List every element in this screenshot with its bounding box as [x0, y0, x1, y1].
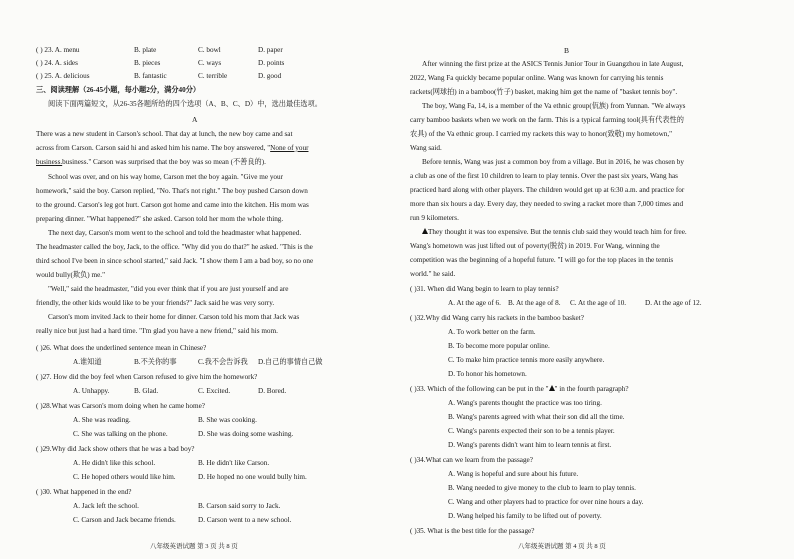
passage-a-line: third school I've been in since school started," said Jack. "I show them I am a bad boy, so no one [36, 257, 314, 265]
q24-d: D. points [258, 59, 285, 67]
q23-stem: ( ) 23. A. menu [36, 46, 80, 54]
q30-option: B. Carson said sorry to Jack. [198, 502, 281, 510]
q30-stem: ( )30. What happened in the end? [36, 488, 132, 496]
passage-a-line: friendly, the other kids would like to be your friends?" Jack said he was very sorry. [36, 299, 275, 307]
q32-option: D. To honor his hometown. [448, 370, 527, 378]
q28-option: C. She was talking on the phone. [73, 430, 168, 438]
q26-option: D.自己的事情自己做 [258, 358, 323, 366]
q33-option: C. Wang's parents expected their son to be a tennis player. [448, 427, 615, 435]
q25-d: D. good [258, 72, 282, 80]
passage-b-line: They thought it was too expensive. But the tennis club said they would teach him for free. [422, 228, 687, 237]
passage-b-line: carry bamboo baskets when we work on the farm. This is a typical farming tool(具有代表性的 [410, 116, 684, 124]
q23-d: D. paper [258, 46, 283, 54]
q32-option: A. To work better on the farm. [448, 328, 536, 336]
q27-option: C. Excited. [198, 387, 231, 395]
passage-b-line: 农具) of the Va ethnic group. I carried my rackets this way to honor(致敬) my hometown," [410, 130, 673, 138]
passage-b-line: 2022, Wang Fa quickly became popular online. Wang was known for carrying his tennis [410, 74, 664, 82]
q30-option: D. Carson went to a new school. [198, 516, 292, 524]
q27-stem: ( )27. How did the boy feel when Carson refused to give him the homework? [36, 373, 258, 381]
q29-option: D. He hoped no one would bully him. [198, 473, 307, 481]
passage-a-line: homework," said the boy. Carson replied, "No. That's not right." The boy pushed Carson down [36, 187, 308, 195]
q34-option: B. Wang needed to give money to the club to learn to play tennis. [448, 484, 636, 492]
passage-b-line: competition was the beginning of a hopeful future. "I will go for the top places in the tennis [410, 256, 674, 264]
q30-option: C. Carson and Jack became friends. [73, 516, 176, 524]
passage-a-line: to the ground. Carson's leg got hurt. Carson got home and came into the kitchen. His mom was [36, 201, 309, 209]
q32-option: C. To make him practice tennis more easily anywhere. [448, 356, 605, 364]
q34-option: D. Wang helped his family to be lifted out of poverty. [448, 512, 602, 520]
q31-option: A. At the age of 6. [448, 299, 501, 307]
q33-option: D. Wang's parents didn't want him to learn tennis at first. [448, 441, 612, 449]
passage-a-line: There was a new student in Carson's school. That day at lunch, the new boy came and sat [36, 130, 293, 138]
q27-option: D. Bored. [258, 387, 287, 395]
passage-a-title: A [192, 115, 198, 124]
q24-stem: ( ) 24. A. sides [36, 59, 78, 67]
q32-stem: ( )32.Why did Wang carry his rackets in the bamboo basket? [410, 314, 584, 322]
passage-b-line: Wang's hometown was just lifted out of poverty(脱贫) in 2019. For Wang, winning the [410, 242, 660, 250]
q33-option: B. Wang's parents agreed with what their son did all the time. [448, 413, 625, 421]
passage-a-line: "Well," said the headmaster, "did you ever think that if you are just yourself and are [48, 285, 289, 293]
passage-b-line: Before tennis, Wang was just a common boy from a village. But in 2016, he was chosen by [422, 158, 684, 166]
q25-c: C. terrible [198, 72, 228, 80]
passage-b-line: rackets(网球拍) in a bamboo(竹子) basket, making him get the name of "basket tennis boy". [410, 88, 678, 96]
q27-option: A. Unhappy. [73, 387, 110, 395]
passage-b-line: The boy, Wang Fa, 14, is a member of the Va ethnic group(佤族) from Yunnan. "We always [422, 102, 686, 110]
q26-option: B.不关你的事 [134, 358, 177, 366]
q35-stem: ( )35. What is the best title for the passage? [410, 527, 535, 535]
q31-stem: ( )31. When did Wang begin to learn to play tennis? [410, 285, 559, 293]
q29-stem: ( )29.Why did Jack show others that he was a bad boy? [36, 445, 195, 453]
q29-option: B. He didn't like Carson. [198, 459, 270, 467]
underlined-sentence: None of your [270, 144, 309, 152]
instruction: 阅读下面两篇短文，从26-35各题所给的四个选项（A、B、C、D）中，选出最佳选项。 [48, 100, 322, 108]
passage-b-line: a club as one of the first 10 children to learn to play tennis. Over the past six years, Wang has [410, 172, 678, 180]
passage-a-line: The next day, Carson's mom went to the school and told the headmaster what happened. [48, 229, 302, 237]
q31-option: B. At the age of 8. [508, 299, 561, 307]
section-heading: 三、阅读理解（26-45小题，每小题2分，满分40分） [36, 86, 201, 94]
q31-option: C. At the age of 10. [570, 299, 627, 307]
q27-option: B. Glad. [134, 387, 159, 395]
passage-a-line: The headmaster called the boy, Jack, to the office. "Why did you do that?" he asked. "This is the [36, 243, 313, 251]
passage-b-line: After winning the first prize at the ASICS Tennis Junior Tour in Guangzhou in late August, [422, 60, 684, 68]
q34-stem: ( )34.What can we learn from the passage? [410, 456, 533, 464]
page-footer: 八年级英语试题 第 3 页 共 8 页 [150, 543, 238, 550]
underlined-sentence-cont: business. [36, 158, 63, 166]
q24-b: B. pieces [134, 59, 161, 67]
q31-option: D. At the age of 12. [645, 299, 702, 307]
q25-b: B. fantastic [134, 72, 167, 80]
q26-option: C.我不会告诉我 [198, 358, 248, 366]
q29-option: C. He hoped others would like him. [73, 473, 176, 481]
q33-stem: ( )33. Which of the following can be put in the " " in the fourth paragraph? [410, 385, 629, 393]
q33-option: A. Wang's parents thought the practice was too tiring. [448, 399, 602, 407]
q28-option: A. She was reading. [73, 416, 131, 424]
q24-c: C. ways [198, 59, 222, 67]
passage-a-line: would bully(欺负) me." [36, 271, 106, 279]
passage-b-line: run 9 kilometers. [410, 214, 459, 222]
q28-option: B. She was cooking. [198, 416, 257, 424]
passage-b-line: practiced hard along with other players. The children would get up at 6:30 a.m. and practice for [410, 186, 685, 194]
q34-option: A. Wang is hopeful and sure about his future. [448, 470, 579, 478]
passage-a-line: School was over, and on his way home, Carson met the boy again. "Give me your [48, 173, 283, 181]
q28-option: D. She was doing some washing. [198, 430, 294, 438]
page-footer: 八年级英语试题 第 4 页 共 8 页 [518, 543, 606, 550]
q26-option: A.谁知道 [73, 358, 102, 366]
passage-b-line: more than six hours a day. Every day, they needed to swing a racket more than 7,000 times and [410, 200, 684, 208]
q26-stem: ( )26. What does the underlined sentence mean in Chinese? [36, 344, 207, 352]
passage-a-line: Carson's mom invited Jack to their home for dinner. Carson told his mom that Jack was [48, 313, 300, 321]
q34-option: C. Wang and other players had to practice for over nine hours a day. [448, 498, 644, 506]
q23-b: B. plate [134, 46, 157, 54]
q28-stem: ( )28.What was Carson's mom doing when he came home? [36, 402, 205, 410]
q25-stem: ( ) 25. A. delicious [36, 72, 90, 80]
passage-a-line: across from Carson. Carson said hi and asked him his name. The boy answered, "None of your [36, 144, 309, 152]
passage-a-line: really nice but just had a hard time. "I'm glad you have a new friend," said his mom. [36, 327, 278, 335]
passage-a-line: preparing dinner. "What happened?" she asked. Carson told her mom the whole thing. [36, 215, 284, 223]
passage-a-line: business.business." Carson was surprised that the boy was so mean (不善良的). [36, 158, 266, 166]
q29-option: A. He didn't like this school. [73, 459, 156, 467]
q30-option: A. Jack left the school. [73, 502, 139, 510]
passage-b-line: world." he said. [410, 270, 456, 278]
passage-b-title: B [564, 46, 570, 55]
q32-option: B. To become more popular online. [448, 342, 550, 350]
passage-b-line: Wang said. [410, 144, 442, 152]
q23-c: C. bowl [198, 46, 221, 54]
